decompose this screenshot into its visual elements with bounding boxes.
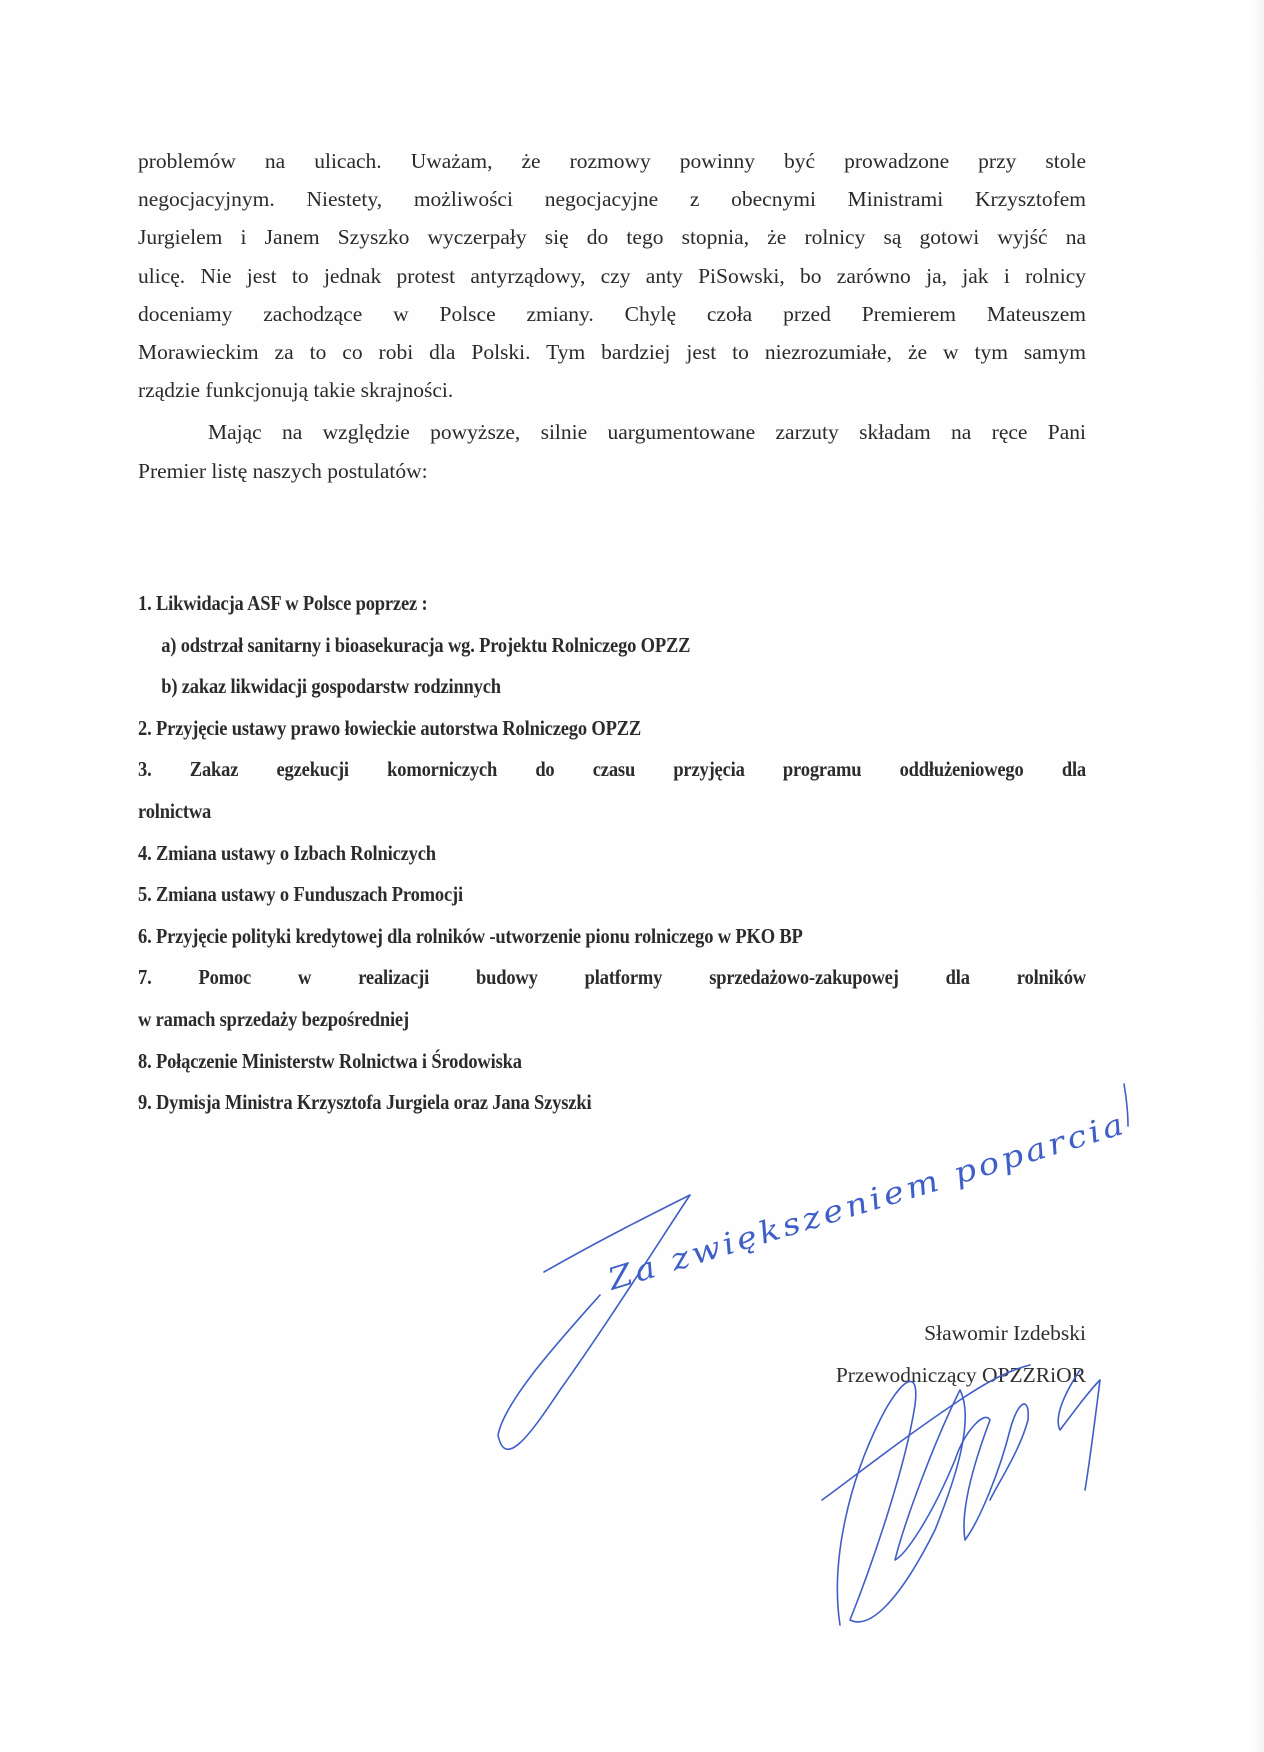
postulate-item: 6. Przyjęcie polityki kredytowej dla rolników -utworzenie pionu rolniczego w PKO BP xyxy=(138,923,803,948)
postulate-item: 2. Przyjęcie ustawy prawo łowieckie autorstwa Rolniczego OPZZ xyxy=(138,715,642,740)
postulate-item-continuation: rolnictwa xyxy=(138,798,212,823)
postulate-item: 9. Dymisja Ministra Krzysztofa Jurgiela oraz Jana Szyszki xyxy=(138,1090,592,1115)
paragraph-1 xyxy=(138,142,1086,409)
text-line: negocjacyjnym. Niestety, możliwości negocjacyjne z obecnymi Ministrami Krzysztofem xyxy=(138,187,1086,212)
postulate-item: 4. Zmiana ustawy o Izbach Rolniczych xyxy=(138,840,436,865)
postulate-item-continuation: w ramach sprzedaży bezpośredniej xyxy=(138,1006,409,1031)
text-line: problemów na ulicach. Uważam, że rozmowy powinny być prowadzone przy stole xyxy=(138,149,1086,173)
text-line: Jurgielem i Janem Szyszko wyczerpały się do tego stopnia, że rolnicy są gotowi wyjść na xyxy=(138,225,1086,250)
postulate-item: 7. Pomoc w realizacji budowy platformy sprzedażowo-zakupowej dla rolników xyxy=(138,965,1086,990)
signatory-title: Przewodniczący OPZZRiOR xyxy=(835,1363,1086,1387)
paragraph-2 xyxy=(138,413,1086,489)
postulate-item: 1. Likwidacja ASF w Polsce poprzez : xyxy=(138,591,428,615)
scan-edge xyxy=(1250,0,1264,1752)
text-line: Mając na względzie powyższe, silnie uargumentowane zarzuty składam na ręce Pani xyxy=(208,420,1086,445)
letter-body xyxy=(138,142,1086,490)
postulates-list xyxy=(138,583,1086,1124)
postulate-subitem: a) odstrzał sanitarny i bioasekuracja wg. Projektu Rolniczego OPZZ xyxy=(161,632,691,657)
postulate-item: 5. Zmiana ustawy o Funduszach Promocji xyxy=(138,882,463,907)
text-line: rządzie funkcjonują takie skrajności. xyxy=(138,378,454,403)
postulate-item: 3. Zakaz egzekucji komorniczych do czasu przyjęcia programu oddłużeniowego dla xyxy=(138,757,1086,782)
signature-scribble xyxy=(822,1365,1100,1625)
signature-block xyxy=(836,1312,1086,1396)
handwritten-note-text: Za zwiększeniem poparcia xyxy=(604,1125,1068,1298)
postulate-item: 8. Połączenie Ministerstw Rolnictwa i Środowiska xyxy=(138,1048,522,1073)
postulate-subitem: b) zakaz likwidacji gospodarstw rodzinnych xyxy=(161,674,501,699)
text-line: Premier listę naszych postulatów: xyxy=(138,458,428,483)
text-line: ulicę. Nie jest to jednak protest antyrządowy, czy anty PiSowski, bo zarówno ja, jak i rolnicy xyxy=(138,263,1086,288)
signatory-name: Sławomir Izdebski xyxy=(924,1321,1086,1345)
text-line: Morawieckim za to co robi dla Polski. Tym bardziej jest to niezrozumiałe, że w tym samym xyxy=(138,340,1086,365)
text-line: doceniamy zachodzące w Polsce zmiany. Chylę czoła przed Premierem Mateuszem xyxy=(138,301,1086,326)
